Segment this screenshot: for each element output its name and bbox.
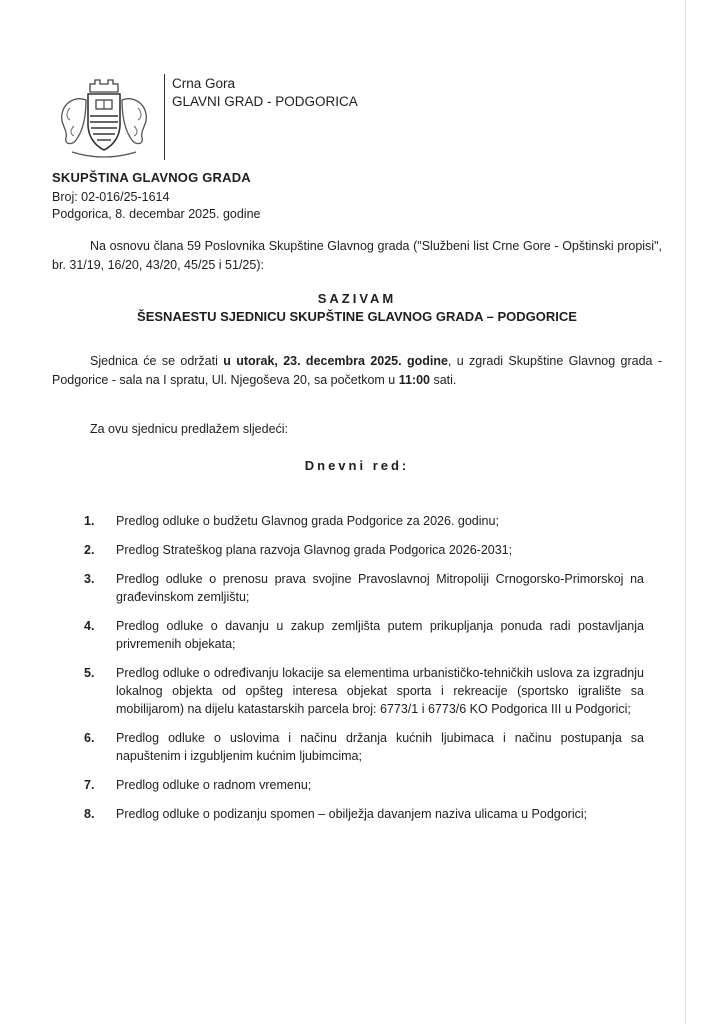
agenda-item-text: Predlog odluke o prenosu prava svojine Pravoslavnoj Mitropoliji Crnogorsko-Primorskoj na građevinskom zemljištu; [116,572,644,604]
agenda-item-text: Predlog odluke o određivanju lokacije sa elementima urbanističko-tehničkih uslova za izgradnju lokalnog objekta od opšteg interesa objekat sporta i rekreacije (sportsko igralište sa mobilijarom) na dijelu katastarskih parcela broj: 6773/1 i 6773/6 KO Podgorica III u Podgorici; [116,666,644,716]
agenda-item-text: Predlog Strateškog plana razvoja Glavnog grada Podgorica 2026-2031; [116,543,513,557]
heading-session: ŠESNAESTU SJEDNICU SKUPŠTINE GLAVNOG GRADA – PODGORICE [137,309,577,324]
session-paragraph [52,352,662,390]
session-day: u utorak, 23. decembra 2025. godine [223,354,448,368]
agenda-item-text: Predlog odluke o podizanju spomen – obilježja davanjem naziva ulicama u Podgorici; [116,807,588,821]
agenda-title: Dnevni red: [304,458,410,473]
agenda-item [84,541,644,559]
agenda-item-number: 1. [84,514,95,528]
agenda-item-text: Predlog odluke o davanju u zakup zemljišta putem prikupljanja ponuda radi postavljanja privremenih objekata; [116,619,644,651]
agenda-item-number: 8. [84,807,95,821]
agenda-item [84,805,644,823]
agenda-item [84,776,644,794]
agenda-item [84,617,644,653]
place-date: Podgorica, 8. decembar 2025. godine [52,207,261,221]
document-meta [52,189,260,223]
coat-of-arms-icon [52,72,156,164]
intro-paragraph: Na osnovu člana 59 Poslovnika Skupštine Glavnog grada ("Službeni list Crne Gore - Opštinski propisi", br. 31/19, 16/20, 43/20, 45/25 i 51/25): [52,239,662,272]
page-edge [685,0,686,1024]
agenda-item [84,729,644,765]
document-heading [52,290,662,326]
session-text-2: , u zgradi Skupštine Glavnog grada - Podgorice - sala na I spratu, Ul. Njegoševa 20, sa početkom u [52,354,663,387]
session-text-3: sati. [430,373,457,387]
agenda-item [84,664,644,718]
session-time: 11:00 [398,373,430,387]
country-name: Crna Gora [172,76,236,91]
agenda-list [84,512,644,823]
session-text-1: Sjednica će se održati [90,354,224,368]
agenda-item [84,570,644,606]
header-divider [164,74,165,160]
agenda-item-number: 3. [84,572,95,586]
agenda-item-number: 7. [84,778,95,792]
agenda-item-number: 5. [84,666,95,680]
agenda-item-number: 6. [84,731,95,745]
institution-name: SKUPŠTINA GLAVNOG GRADA [52,170,251,185]
heading-convene: SAZIVAM [317,291,397,306]
agenda-item-text: Predlog odluke o radnom vremenu; [116,778,312,792]
agenda-item [84,512,644,530]
letterhead [172,75,358,111]
city-name: GLAVNI GRAD - PODGORICA [172,94,358,109]
proposal-line: Za ovu sjednicu predlažem sljedeći: [90,422,289,436]
agenda-item-number: 4. [84,619,95,633]
agenda-item-text: Predlog odluke o budžetu Glavnog grada Podgorice za 2026. godinu; [116,514,499,528]
reference-number: Broj: 02-016/25-1614 [52,190,170,204]
agenda-item-number: 2. [84,543,95,557]
agenda-item-text: Predlog odluke o uslovima i načinu držanja kućnih ljubimaca i načinu postupanja sa napuštenim i izgubljenim kućnim ljubimcima; [116,731,644,763]
